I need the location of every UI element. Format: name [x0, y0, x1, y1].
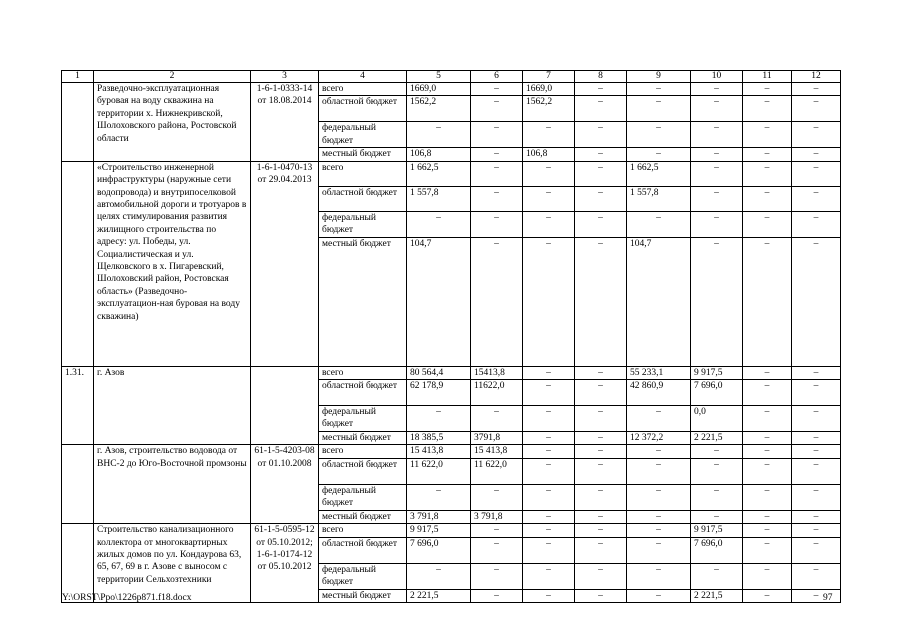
table-row [62, 366, 841, 379]
value-cell: – [627, 563, 691, 589]
value-cell: – [792, 237, 841, 366]
value-cell: – [691, 122, 743, 148]
object-name: Разведочно-эксплуатационная буровая на воду скважина на территории х. Нижнекривской, Шолоховского района, Ростовской области [94, 83, 251, 162]
funding-source: всего [319, 524, 407, 537]
value-cell: 2 221,5 [691, 432, 743, 445]
value-cell: – [523, 366, 575, 379]
value-cell: 1562,2 [523, 96, 575, 122]
value-cell: – [792, 484, 841, 510]
value-cell: 1562,2 [407, 96, 471, 122]
value-cell: – [523, 445, 575, 458]
value-cell: – [407, 484, 471, 510]
value-cell: – [792, 380, 841, 406]
document-code: 61-1-5-4203-08 от 01.10.2008 [251, 445, 319, 524]
item-number [62, 524, 94, 603]
funding-source: федеральный бюджет [319, 211, 407, 237]
value-cell: – [627, 537, 691, 563]
value-cell: – [575, 186, 627, 211]
item-number [62, 161, 94, 366]
value-cell: 7 696,0 [691, 380, 743, 406]
funding-source: федеральный бюджет [319, 122, 407, 148]
column-header: 8 [575, 71, 627, 83]
value-cell: – [627, 589, 691, 602]
funding-source: местный бюджет [319, 432, 407, 445]
value-cell: 1 557,8 [627, 186, 691, 211]
value-cell: – [691, 161, 743, 186]
table-row [62, 83, 841, 96]
value-cell: – [627, 445, 691, 458]
value-cell: 9 917,5 [691, 524, 743, 537]
column-header: 7 [523, 71, 575, 83]
value-cell: – [575, 445, 627, 458]
value-cell: – [471, 122, 523, 148]
value-cell: – [743, 524, 792, 537]
value-cell: – [743, 161, 792, 186]
value-cell: – [523, 380, 575, 406]
value-cell: – [575, 83, 627, 96]
value-cell: – [691, 237, 743, 366]
value-cell: – [627, 484, 691, 510]
value-cell: 9 917,5 [691, 366, 743, 379]
column-header: 11 [743, 71, 792, 83]
funding-source: всего [319, 445, 407, 458]
value-cell: – [627, 406, 691, 432]
value-cell: – [792, 161, 841, 186]
value-cell: – [523, 537, 575, 563]
item-number: 1.31. [62, 366, 94, 445]
document-code: 1-6-1-0470-13 от 29.04.2013 [251, 161, 319, 366]
value-cell: – [627, 211, 691, 237]
value-cell: – [743, 537, 792, 563]
value-cell: – [407, 122, 471, 148]
funding-source: местный бюджет [319, 589, 407, 602]
value-cell: – [471, 537, 523, 563]
value-cell: – [691, 96, 743, 122]
value-cell: 55 233,1 [627, 366, 691, 379]
value-cell: 15413,8 [471, 366, 523, 379]
value-cell: – [743, 510, 792, 523]
value-cell: – [471, 563, 523, 589]
table-row [62, 161, 841, 186]
column-header: 5 [407, 71, 471, 83]
funding-source: областной бюджет [319, 380, 407, 406]
funding-source: федеральный бюджет [319, 484, 407, 510]
value-cell: – [523, 406, 575, 432]
value-cell: – [575, 458, 627, 484]
funding-source: областной бюджет [319, 186, 407, 211]
value-cell: – [471, 589, 523, 602]
column-header: 12 [792, 71, 841, 83]
document-code: 1-6-1-0333-14 от 18.08.2014 [251, 83, 319, 162]
value-cell: – [627, 122, 691, 148]
value-cell: – [627, 83, 691, 96]
value-cell: 104,7 [407, 237, 471, 366]
value-cell: – [792, 510, 841, 523]
value-cell: – [575, 589, 627, 602]
value-cell: – [743, 83, 792, 96]
object-name: г. Азов, строительство водовода от ВНС-2 до Юго-Восточной промзоны [94, 445, 251, 524]
value-cell: – [743, 211, 792, 237]
item-number [62, 445, 94, 524]
column-header: 4 [319, 71, 407, 83]
value-cell: – [743, 122, 792, 148]
value-cell: – [523, 484, 575, 510]
value-cell: – [575, 96, 627, 122]
value-cell: – [627, 510, 691, 523]
value-cell: – [743, 484, 792, 510]
value-cell: – [691, 510, 743, 523]
value-cell: – [575, 148, 627, 161]
value-cell: – [575, 122, 627, 148]
value-cell: – [691, 148, 743, 161]
value-cell: – [471, 211, 523, 237]
value-cell: – [792, 96, 841, 122]
value-cell: – [523, 432, 575, 445]
value-cell: 3 791,8 [471, 510, 523, 523]
funding-source: областной бюджет [319, 537, 407, 563]
column-header: 3 [251, 71, 319, 83]
value-cell: 2 221,5 [407, 589, 471, 602]
value-cell: – [523, 510, 575, 523]
value-cell: – [471, 237, 523, 366]
file-path: Y:\ORST\Ppo\1226p871.f18.docx [62, 593, 192, 603]
value-cell: – [792, 366, 841, 379]
funding-source: местный бюджет [319, 237, 407, 366]
column-header: 2 [94, 71, 251, 83]
value-cell: – [691, 563, 743, 589]
document-code: 61-1-5-0595-12 от 05.10.2012; 1-6-1-0174-12 от 05.10.2012 [251, 524, 319, 603]
funding-source: федеральный бюджет [319, 563, 407, 589]
value-cell: – [792, 537, 841, 563]
value-cell: 0,0 [691, 406, 743, 432]
value-cell: – [743, 445, 792, 458]
value-cell: 12 372,2 [627, 432, 691, 445]
value-cell: – [523, 161, 575, 186]
funding-source: местный бюджет [319, 148, 407, 161]
value-cell: – [523, 524, 575, 537]
value-cell: – [627, 458, 691, 484]
value-cell: 1669,0 [407, 83, 471, 96]
value-cell: – [523, 186, 575, 211]
value-cell: 1669,0 [523, 83, 575, 96]
value-cell: 11622,0 [471, 380, 523, 406]
value-cell: 18 385,5 [407, 432, 471, 445]
value-cell: – [691, 83, 743, 96]
value-cell: 1 662,5 [627, 161, 691, 186]
page-number: 97 [823, 593, 833, 603]
value-cell: – [743, 432, 792, 445]
value-cell: 42 860,9 [627, 380, 691, 406]
value-cell: 11 622,0 [471, 458, 523, 484]
value-cell: – [743, 380, 792, 406]
value-cell: – [743, 458, 792, 484]
value-cell: – [575, 237, 627, 366]
value-cell: – [471, 148, 523, 161]
value-cell: – [792, 432, 841, 445]
value-cell: – [575, 484, 627, 510]
value-cell: – [792, 406, 841, 432]
table-row [62, 445, 841, 458]
value-cell: – [471, 484, 523, 510]
value-cell: – [792, 458, 841, 484]
value-cell: – [792, 83, 841, 96]
funding-source: всего [319, 161, 407, 186]
object-name: г. Азов [94, 366, 251, 445]
column-header: 6 [471, 71, 523, 83]
value-cell: – [575, 211, 627, 237]
value-cell: 7 696,0 [407, 537, 471, 563]
value-cell: – [575, 366, 627, 379]
value-cell: 15 413,8 [407, 445, 471, 458]
value-cell: 11 622,0 [407, 458, 471, 484]
value-cell: – [743, 366, 792, 379]
value-cell: – [575, 563, 627, 589]
value-cell: – [471, 161, 523, 186]
value-cell: – [743, 406, 792, 432]
value-cell: – [627, 524, 691, 537]
value-cell: – [743, 96, 792, 122]
value-cell: 7 696,0 [691, 537, 743, 563]
value-cell: – [523, 237, 575, 366]
column-header: 10 [691, 71, 743, 83]
funding-source: федеральный бюджет [319, 406, 407, 432]
value-cell: – [575, 432, 627, 445]
value-cell: – [743, 563, 792, 589]
value-cell: – [627, 148, 691, 161]
table-row [62, 524, 841, 537]
value-cell: – [575, 537, 627, 563]
value-cell: – [575, 524, 627, 537]
value-cell: – [575, 406, 627, 432]
value-cell: – [575, 380, 627, 406]
value-cell: – [523, 563, 575, 589]
value-cell: – [523, 211, 575, 237]
value-cell: – [792, 563, 841, 589]
funding-source: областной бюджет [319, 458, 407, 484]
funding-source: областной бюджет [319, 96, 407, 122]
value-cell: – [792, 122, 841, 148]
value-cell: – [575, 161, 627, 186]
value-cell: – [743, 237, 792, 366]
value-cell: – [792, 524, 841, 537]
value-cell: – [792, 211, 841, 237]
value-cell: – [743, 148, 792, 161]
value-cell: – [691, 186, 743, 211]
value-cell: – [691, 445, 743, 458]
value-cell: 2 221,5 [691, 589, 743, 602]
value-cell: 15 413,8 [471, 445, 523, 458]
value-cell: – [627, 96, 691, 122]
item-number [62, 83, 94, 162]
value-cell: – [743, 186, 792, 211]
value-cell: 106,8 [407, 148, 471, 161]
value-cell: – [407, 563, 471, 589]
value-cell: 9 917,5 [407, 524, 471, 537]
value-cell: – [792, 186, 841, 211]
value-cell: – [407, 211, 471, 237]
value-cell: 1 557,8 [407, 186, 471, 211]
value-cell: – [792, 148, 841, 161]
value-cell: – [792, 445, 841, 458]
value-cell: – [471, 83, 523, 96]
object-name: «Строительство инженерной инфраструктуры (наружные сети водопровода) и внутрипоселковой автомобильной дороги и тротуаров в целях стимулирования развития жилищного строительства по адресу: ул. Победы, ул. Социалистическая и ул. Щелковского в х. Пигаревский, Шолоховский район, Ростовская область» (Разведочно-эксплуатацион-ная буровая на воду скважина) [94, 161, 251, 366]
value-cell: – [407, 406, 471, 432]
value-cell: 3 791,8 [407, 510, 471, 523]
value-cell: – [471, 524, 523, 537]
value-cell: – [691, 458, 743, 484]
value-cell: 62 178,9 [407, 380, 471, 406]
value-cell: – [792, 589, 841, 602]
value-cell: 106,8 [523, 148, 575, 161]
funding-source: всего [319, 366, 407, 379]
value-cell: 104,7 [627, 237, 691, 366]
value-cell: – [743, 589, 792, 602]
value-cell: – [471, 96, 523, 122]
document-code [251, 366, 319, 445]
value-cell: – [575, 510, 627, 523]
value-cell: 80 564,4 [407, 366, 471, 379]
funding-source: местный бюджет [319, 510, 407, 523]
value-cell: – [471, 186, 523, 211]
object-name: Строительство канализационного коллектора от многоквартирных жилых домов по ул. Кондаурова 63, 65, 67, 69 в г. Азове с выносом с территории Сельхозтехники [94, 524, 251, 603]
value-cell: – [691, 211, 743, 237]
value-cell: – [691, 484, 743, 510]
column-header: 9 [627, 71, 691, 83]
value-cell: 3791,8 [471, 432, 523, 445]
value-cell: – [523, 122, 575, 148]
table-header [62, 71, 841, 83]
value-cell: – [523, 458, 575, 484]
column-header: 1 [62, 71, 94, 83]
funding-source: всего [319, 83, 407, 96]
value-cell: – [523, 589, 575, 602]
budget-table [61, 70, 841, 603]
value-cell: – [471, 406, 523, 432]
value-cell: 1 662,5 [407, 161, 471, 186]
